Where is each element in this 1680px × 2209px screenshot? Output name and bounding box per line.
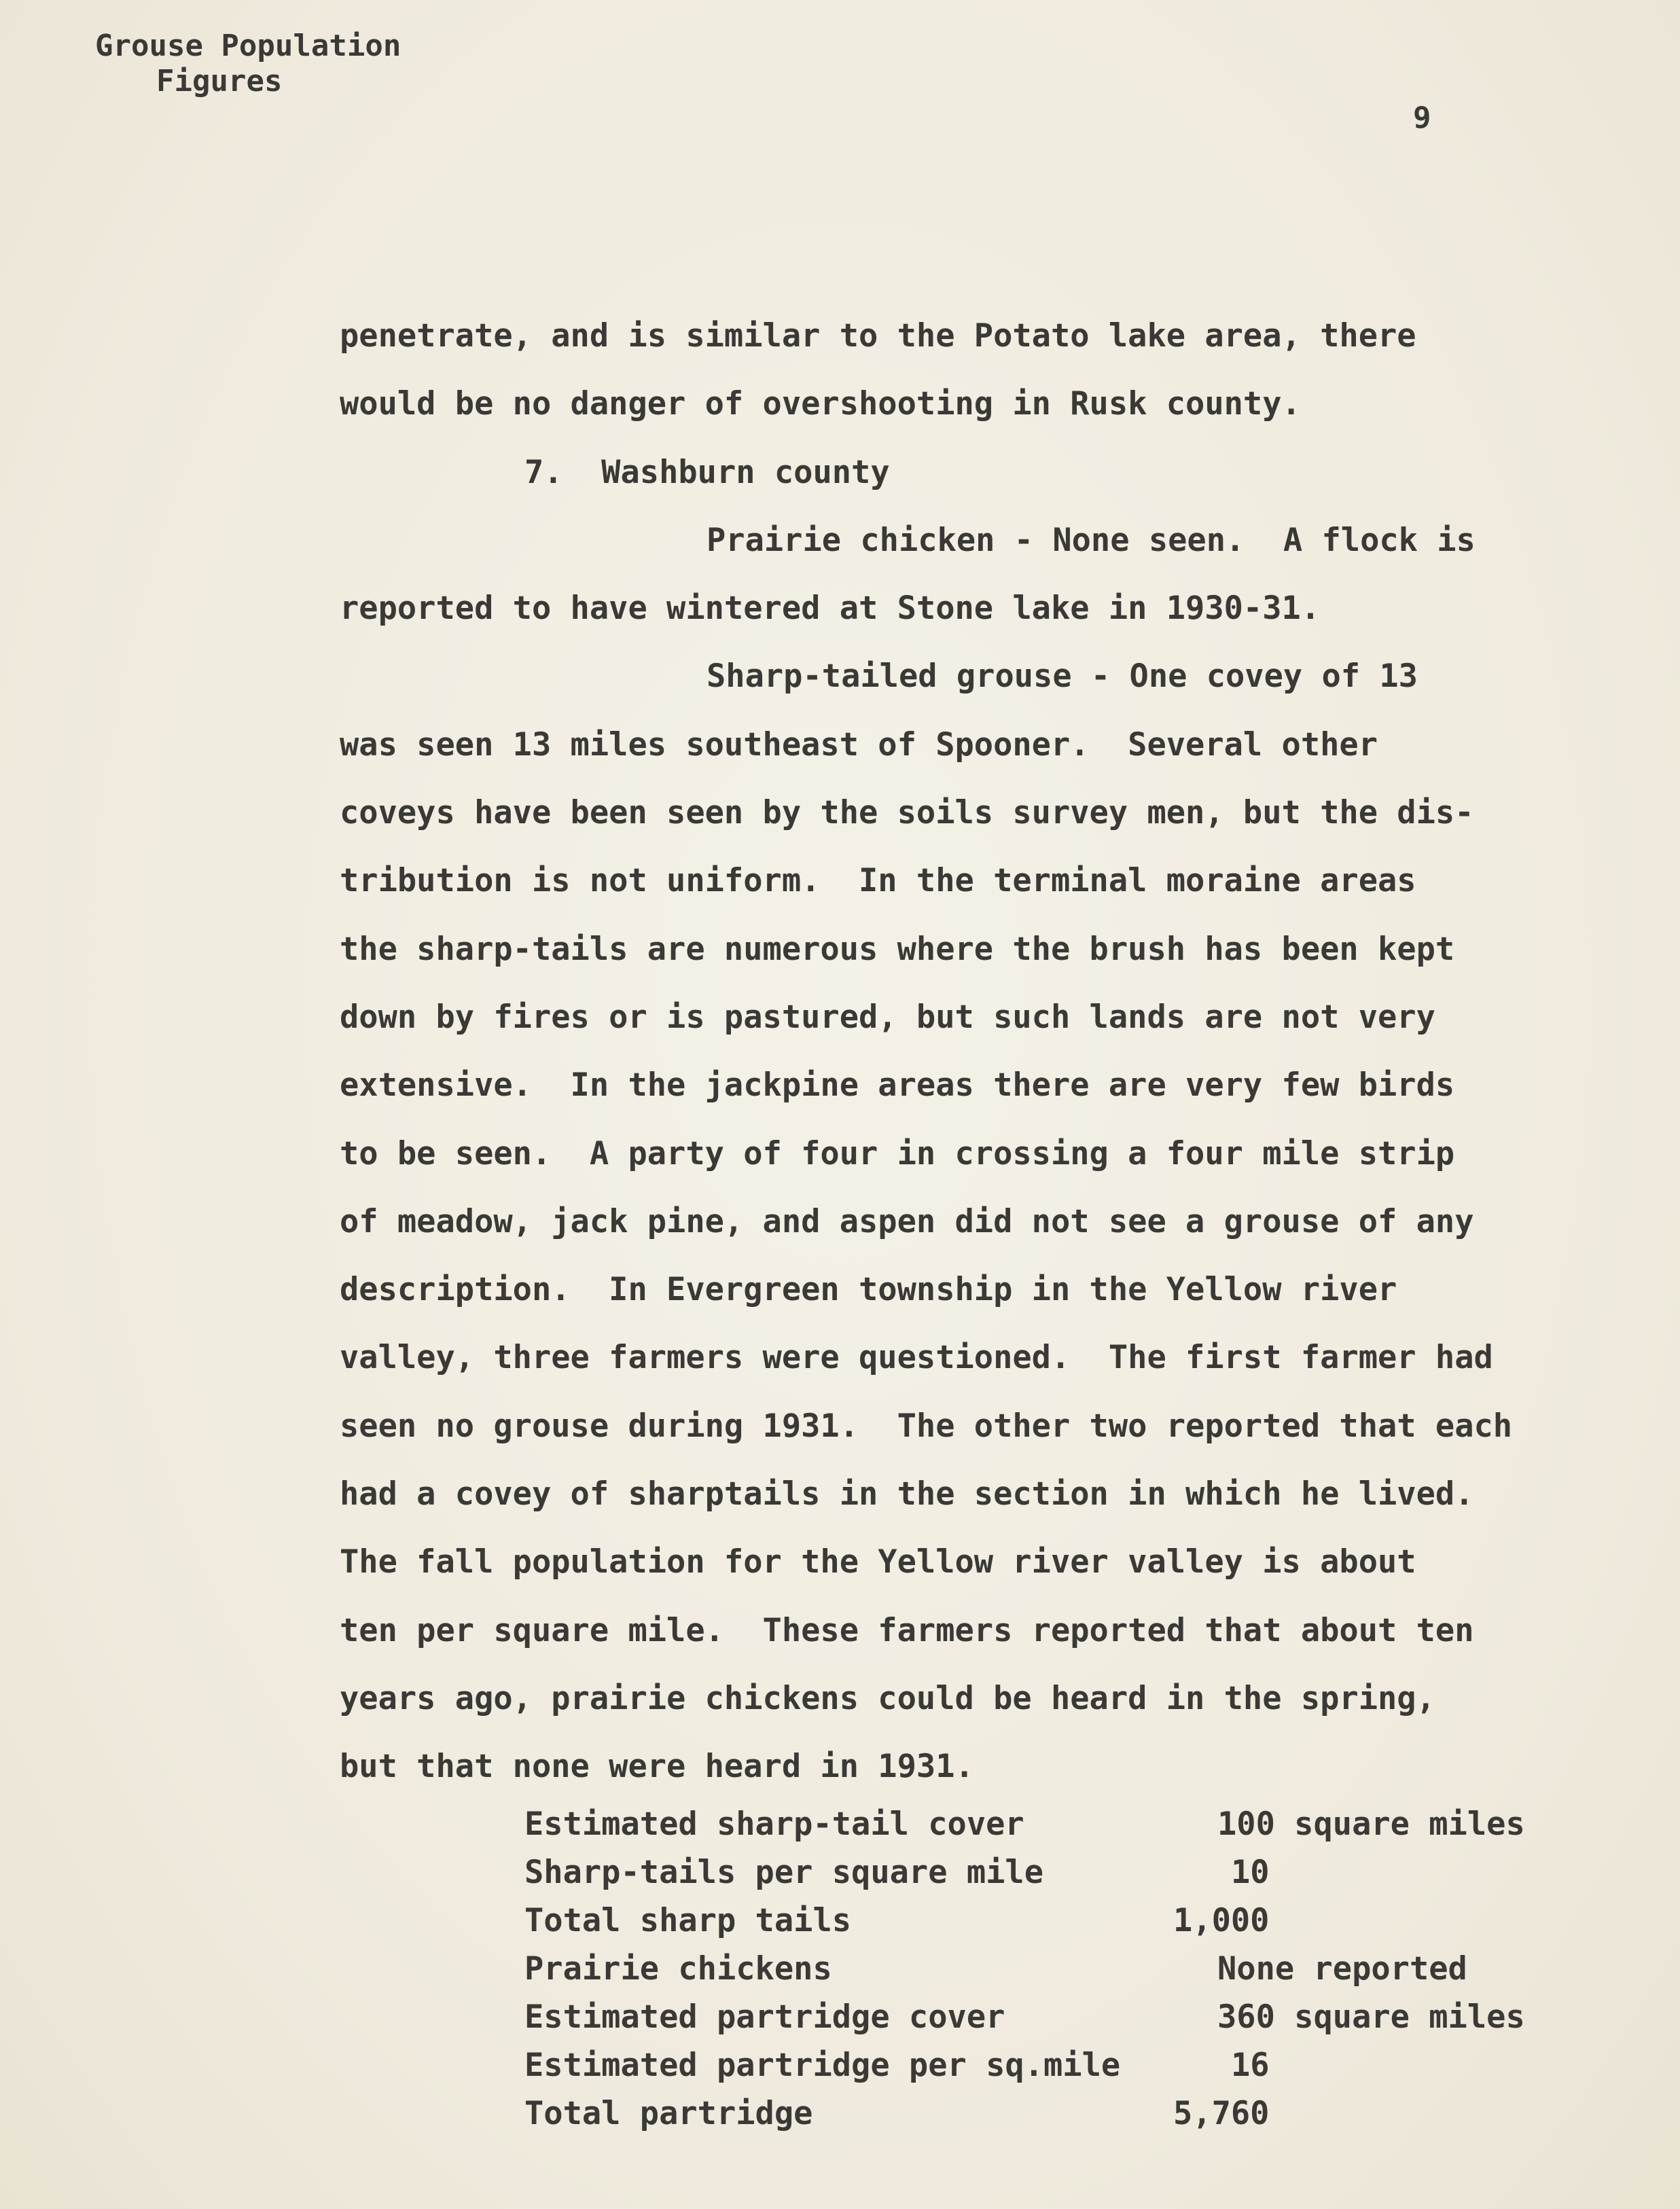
text-line: of meadow, jack pine, and aspen did not see a grouse of any xyxy=(340,1202,1474,1240)
text-line: but that none were heard in 1931. xyxy=(340,1748,974,1786)
text-line: had a covey of sharptails in the section in which he lived. xyxy=(340,1475,1474,1513)
text-line: was seen 13 miles southeast of Spooner. Several other xyxy=(340,725,1378,764)
header-line-2: Figures xyxy=(156,64,283,98)
stat-label: Total sharp tails xyxy=(524,1902,852,1939)
text-line: description. In Evergreen township in the Yellow river xyxy=(340,1271,1397,1309)
stat-value: 1,000 xyxy=(1173,1902,1270,1939)
text-line: ten per square mile. These farmers reported that about ten xyxy=(340,1611,1474,1649)
stat-label: Estimated partridge cover xyxy=(524,1998,1005,2036)
text-line: 7. Washburn county xyxy=(524,453,890,491)
text-line: Sharp-tailed grouse - One covey of 13 xyxy=(707,658,1418,696)
text-line: The fall population for the Yellow river valley is about xyxy=(340,1543,1416,1581)
stat-value: 5,760 xyxy=(1173,2095,1270,2132)
text-line: reported to have wintered at Stone lake in 1930-31. xyxy=(340,590,1321,628)
stat-value: 100 square miles xyxy=(1217,1806,1525,1843)
text-line: penetrate, and is similar to the Potato lake area, there xyxy=(340,317,1416,355)
stat-label: Total partridge xyxy=(524,2095,813,2132)
text-line: extensive. In the jackpine areas there are very few birds xyxy=(340,1066,1455,1104)
text-line: valley, three farmers were questioned. The first farmer had xyxy=(340,1339,1493,1377)
text-line: tribution is not uniform. In the terminal moraine areas xyxy=(340,862,1416,900)
text-line: down by fires or is pastured, but such lands are not very xyxy=(340,998,1435,1036)
body-text xyxy=(340,302,1596,1801)
text-line: the sharp-tails are numerous where the brush has been kept xyxy=(340,930,1455,968)
stat-value: 360 square miles xyxy=(1217,1998,1525,2036)
text-line: seen no grouse during 1931. The other two reported that each xyxy=(340,1407,1513,1445)
header-line-1: Grouse Population xyxy=(95,29,401,63)
stat-value: 16 xyxy=(1231,2047,1270,2084)
stat-label: Estimated partridge per sq.mile xyxy=(524,2047,1121,2084)
text-line: to be seen. A party of four in crossing a four mile strip xyxy=(340,1134,1455,1172)
text-line: years ago, prairie chickens could be heard in the spring, xyxy=(340,1679,1435,1717)
stat-label: Prairie chickens xyxy=(524,1950,832,1988)
text-line: coveys have been seen by the soils survey men, but the dis- xyxy=(340,794,1474,832)
stat-value: 10 xyxy=(1231,1854,1270,1891)
document-header xyxy=(95,29,401,99)
text-line: would be no danger of overshooting in Rusk county. xyxy=(340,385,1301,423)
stat-label: Sharp-tails per square mile xyxy=(524,1854,1044,1891)
page-number: 9 xyxy=(1413,101,1431,135)
text-line: Prairie chicken - None seen. A flock is xyxy=(707,521,1476,559)
stat-value: None reported xyxy=(1217,1950,1467,1988)
stat-label: Estimated sharp-tail cover xyxy=(524,1806,1024,1843)
